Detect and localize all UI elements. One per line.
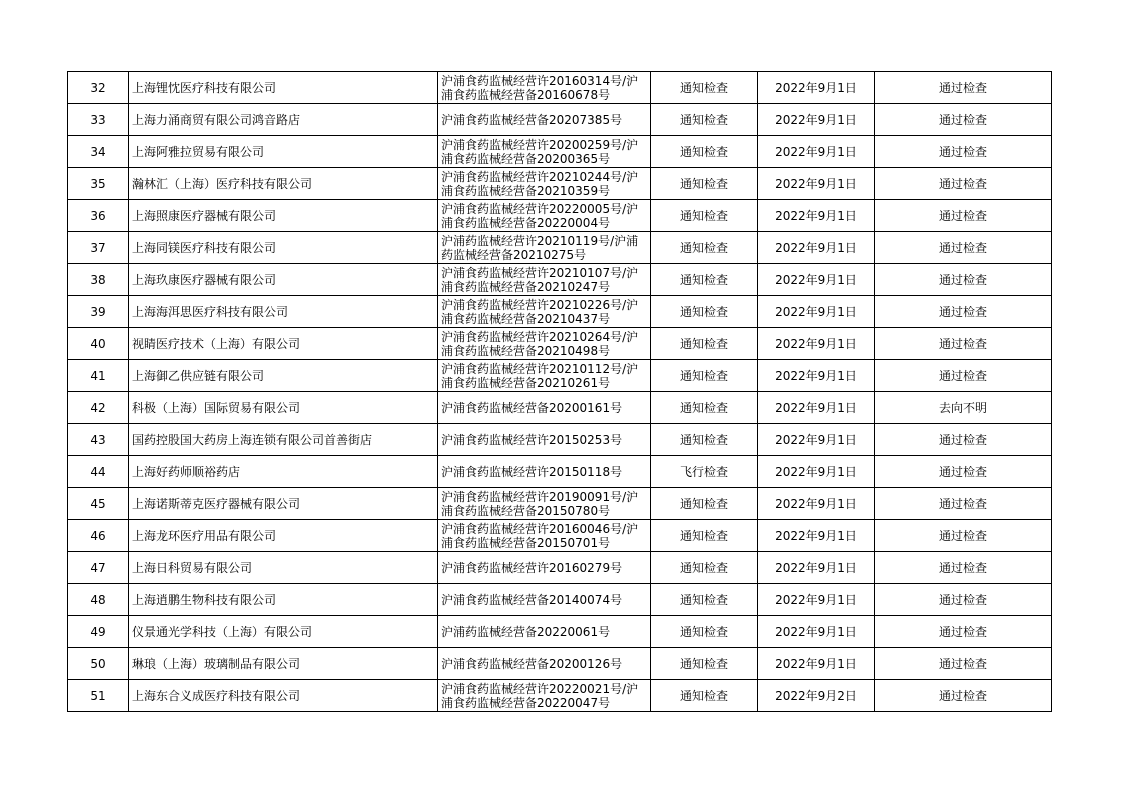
- table-row: [68, 232, 1052, 264]
- table-row: [68, 296, 1052, 328]
- check-type: 通知检查: [651, 264, 758, 296]
- check-date: 2022年9月1日: [758, 616, 875, 648]
- inspection-table: [67, 71, 1052, 712]
- license-number: 沪浦食药监械经营许20160314号/沪浦食药监械经营备20160678号: [438, 72, 651, 104]
- company-name: 上海好药师顺裕药店: [129, 456, 438, 488]
- check-type: 通知检查: [651, 584, 758, 616]
- company-name: 上海海洱思医疗科技有限公司: [129, 296, 438, 328]
- row-number: 36: [68, 200, 129, 232]
- row-number: 51: [68, 680, 129, 712]
- check-type: 通知检查: [651, 616, 758, 648]
- license-number: 沪浦食药监械经营许20210264号/沪浦食药监械经营备20210498号: [438, 328, 651, 360]
- check-date: 2022年9月1日: [758, 456, 875, 488]
- check-type: 通知检查: [651, 360, 758, 392]
- table-row: [68, 392, 1052, 424]
- table-row: [68, 680, 1052, 712]
- license-number: 沪浦食药监械经营许20210107号/沪浦食药监械经营备20210247号: [438, 264, 651, 296]
- check-result: 通过检查: [875, 136, 1052, 168]
- license-number: 沪浦食药监械经营备20207385号: [438, 104, 651, 136]
- check-result: 通过检查: [875, 424, 1052, 456]
- table-row: [68, 456, 1052, 488]
- check-type: 通知检查: [651, 328, 758, 360]
- check-type: 通知检查: [651, 424, 758, 456]
- check-date: 2022年9月1日: [758, 136, 875, 168]
- company-name: 上海同镁医疗科技有限公司: [129, 232, 438, 264]
- check-result: 通过检查: [875, 552, 1052, 584]
- check-result: 通过检查: [875, 200, 1052, 232]
- company-name: 上海力涌商贸有限公司鸿音路店: [129, 104, 438, 136]
- check-date: 2022年9月1日: [758, 584, 875, 616]
- check-result: 通过检查: [875, 104, 1052, 136]
- license-number: 沪浦食药监械经营许20210244号/沪浦食药监械经营备20210359号: [438, 168, 651, 200]
- license-number: 沪浦药监械经营备20220061号: [438, 616, 651, 648]
- check-result: 通过检查: [875, 168, 1052, 200]
- check-date: 2022年9月1日: [758, 392, 875, 424]
- row-number: 39: [68, 296, 129, 328]
- check-result: 通过检查: [875, 488, 1052, 520]
- check-type: 通知检查: [651, 232, 758, 264]
- company-name: 上海阿雅拉贸易有限公司: [129, 136, 438, 168]
- row-number: 43: [68, 424, 129, 456]
- license-number: 沪浦食药监械经营许20190091号/沪浦食药监械经营备20150780号: [438, 488, 651, 520]
- check-date: 2022年9月1日: [758, 264, 875, 296]
- check-type: 通知检查: [651, 520, 758, 552]
- company-name: 瀚林汇（上海）医疗科技有限公司: [129, 168, 438, 200]
- check-type: 通知检查: [651, 104, 758, 136]
- license-number: 沪浦药监械经营许20210119号/沪浦药监械经营备20210275号: [438, 232, 651, 264]
- license-number: 沪浦食药监械经营备20140074号: [438, 584, 651, 616]
- table-row: [68, 520, 1052, 552]
- company-name: 科极（上海）国际贸易有限公司: [129, 392, 438, 424]
- row-number: 35: [68, 168, 129, 200]
- table-row: [68, 264, 1052, 296]
- license-number: 沪浦食药监械经营许20210226号/沪浦食药监械经营备20210437号: [438, 296, 651, 328]
- row-number: 40: [68, 328, 129, 360]
- check-result: 通过检查: [875, 328, 1052, 360]
- license-number: 沪浦食药监械经营许20220021号/沪浦食药监械经营备20220047号: [438, 680, 651, 712]
- company-name: 上海照康医疗器械有限公司: [129, 200, 438, 232]
- company-name: 上海逍鹏生物科技有限公司: [129, 584, 438, 616]
- check-type: 飞行检查: [651, 456, 758, 488]
- table-body: [68, 72, 1052, 712]
- table-row: [68, 584, 1052, 616]
- license-number: 沪浦食药监械经营许20150118号: [438, 456, 651, 488]
- check-type: 通知检查: [651, 552, 758, 584]
- check-date: 2022年9月1日: [758, 424, 875, 456]
- company-name: 视睛医疗技术（上海）有限公司: [129, 328, 438, 360]
- check-date: 2022年9月1日: [758, 72, 875, 104]
- check-date: 2022年9月1日: [758, 552, 875, 584]
- check-type: 通知检查: [651, 200, 758, 232]
- row-number: 42: [68, 392, 129, 424]
- check-type: 通知检查: [651, 680, 758, 712]
- table-row: [68, 616, 1052, 648]
- row-number: 47: [68, 552, 129, 584]
- company-name: 仪景通光学科技（上海）有限公司: [129, 616, 438, 648]
- check-type: 通知检查: [651, 72, 758, 104]
- check-result: 通过检查: [875, 264, 1052, 296]
- check-date: 2022年9月1日: [758, 104, 875, 136]
- company-name: 琳琅（上海）玻璃制品有限公司: [129, 648, 438, 680]
- row-number: 34: [68, 136, 129, 168]
- check-result: 通过检查: [875, 616, 1052, 648]
- check-type: 通知检查: [651, 136, 758, 168]
- check-date: 2022年9月1日: [758, 200, 875, 232]
- table-row: [68, 104, 1052, 136]
- check-result: 通过检查: [875, 232, 1052, 264]
- check-date: 2022年9月1日: [758, 296, 875, 328]
- check-result: 通过检查: [875, 648, 1052, 680]
- company-name: 上海锂忱医疗科技有限公司: [129, 72, 438, 104]
- check-result: 通过检查: [875, 680, 1052, 712]
- check-result: 去向不明: [875, 392, 1052, 424]
- license-number: 沪浦食药监械经营许20210112号/沪浦食药监械经营备20210261号: [438, 360, 651, 392]
- row-number: 32: [68, 72, 129, 104]
- license-number: 沪浦食药监械经营备20200161号: [438, 392, 651, 424]
- check-date: 2022年9月1日: [758, 168, 875, 200]
- table-row: [68, 360, 1052, 392]
- check-date: 2022年9月1日: [758, 488, 875, 520]
- check-type: 通知检查: [651, 648, 758, 680]
- check-type: 通知检查: [651, 392, 758, 424]
- check-date: 2022年9月1日: [758, 232, 875, 264]
- row-number: 38: [68, 264, 129, 296]
- table-row: [68, 488, 1052, 520]
- row-number: 41: [68, 360, 129, 392]
- check-result: 通过检查: [875, 72, 1052, 104]
- check-result: 通过检查: [875, 360, 1052, 392]
- license-number: 沪浦食药监械经营许20160279号: [438, 552, 651, 584]
- license-number: 沪浦食药监械经营备20200126号: [438, 648, 651, 680]
- check-result: 通过检查: [875, 296, 1052, 328]
- table-row: [68, 168, 1052, 200]
- check-date: 2022年9月1日: [758, 520, 875, 552]
- check-result: 通过检查: [875, 456, 1052, 488]
- row-number: 50: [68, 648, 129, 680]
- row-number: 33: [68, 104, 129, 136]
- check-type: 通知检查: [651, 488, 758, 520]
- check-date: 2022年9月1日: [758, 360, 875, 392]
- table-row: [68, 648, 1052, 680]
- company-name: 国药控股国大药房上海连锁有限公司首善街店: [129, 424, 438, 456]
- table-row: [68, 424, 1052, 456]
- company-name: 上海东合义成医疗科技有限公司: [129, 680, 438, 712]
- row-number: 48: [68, 584, 129, 616]
- row-number: 45: [68, 488, 129, 520]
- license-number: 沪浦食药监械经营许20150253号: [438, 424, 651, 456]
- check-date: 2022年9月1日: [758, 328, 875, 360]
- license-number: 沪浦食药监械经营许20200259号/沪浦食药监械经营备20200365号: [438, 136, 651, 168]
- check-date: 2022年9月1日: [758, 648, 875, 680]
- check-result: 通过检查: [875, 520, 1052, 552]
- table-row: [68, 200, 1052, 232]
- table-row: [68, 328, 1052, 360]
- check-type: 通知检查: [651, 296, 758, 328]
- row-number: 44: [68, 456, 129, 488]
- company-name: 上海诺斯蒂克医疗器械有限公司: [129, 488, 438, 520]
- table-row: [68, 136, 1052, 168]
- row-number: 49: [68, 616, 129, 648]
- check-type: 通知检查: [651, 168, 758, 200]
- company-name: 上海龙环医疗用品有限公司: [129, 520, 438, 552]
- check-date: 2022年9月2日: [758, 680, 875, 712]
- table-row: [68, 72, 1052, 104]
- company-name: 上海玖康医疗器械有限公司: [129, 264, 438, 296]
- company-name: 上海御乙供应链有限公司: [129, 360, 438, 392]
- row-number: 46: [68, 520, 129, 552]
- company-name: 上海日科贸易有限公司: [129, 552, 438, 584]
- check-result: 通过检查: [875, 584, 1052, 616]
- license-number: 沪浦食药监械经营许20220005号/沪浦食药监械经营备20220004号: [438, 200, 651, 232]
- row-number: 37: [68, 232, 129, 264]
- license-number: 沪浦食药监械经营许20160046号/沪浦食药监械经营备20150701号: [438, 520, 651, 552]
- table-row: [68, 552, 1052, 584]
